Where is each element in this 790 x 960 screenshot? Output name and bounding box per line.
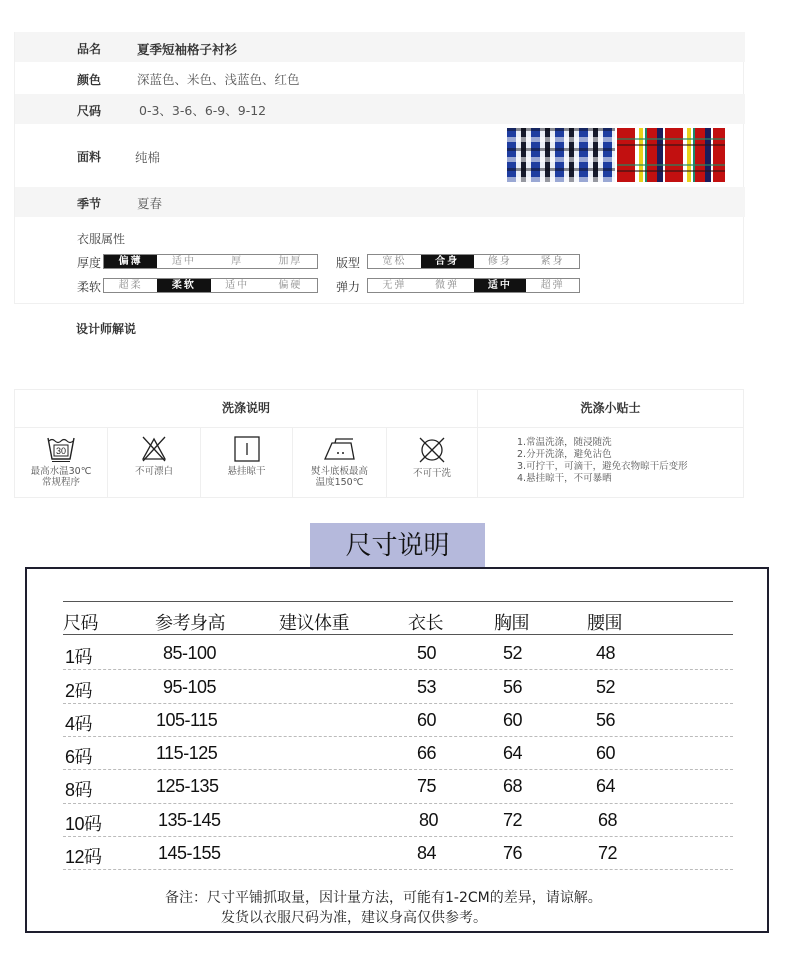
cell-length: 84 xyxy=(417,843,437,863)
elasticity-scale xyxy=(367,278,580,293)
cell-length: 66 xyxy=(417,743,437,763)
size-note-line2: 发货以衣服尺码为准，建议身高仅供参考。 xyxy=(221,910,487,926)
header-size: 尺码 xyxy=(63,613,98,633)
cell-size: 8码 xyxy=(65,780,93,800)
washing-instructions-panel xyxy=(14,389,744,498)
scale-option-selected: 偏薄 xyxy=(104,255,157,268)
cell-size: 10码 xyxy=(65,814,102,834)
fit-scale xyxy=(367,254,580,269)
cell-chest: 68 xyxy=(503,776,523,796)
cell-waist: 68 xyxy=(598,810,618,830)
designer-notes-title: 设计师解说 xyxy=(76,322,137,336)
wash-caption: 温度150℃ xyxy=(315,477,364,488)
attr-label: 颜色 xyxy=(77,73,102,87)
cell-waist: 48 xyxy=(596,643,616,663)
washing-title: 洗涤说明 xyxy=(15,390,477,428)
scale-option: 修身 xyxy=(487,256,512,267)
tip-item: 2.分开洗涤，避免沾色 xyxy=(517,449,612,460)
cell-height: 95-105 xyxy=(163,677,217,697)
cell-chest: 52 xyxy=(503,643,523,663)
fabric-swatch-image xyxy=(507,128,725,182)
red-plaid-swatch xyxy=(617,128,725,182)
scale-option: 宽松 xyxy=(382,256,407,267)
thickness-scale xyxy=(103,254,318,269)
cell-height: 105-115 xyxy=(156,710,218,730)
scale-option-selected: 柔软 xyxy=(157,279,210,292)
wash-caption: 最高水温30℃ xyxy=(30,466,92,477)
cell-size: 12码 xyxy=(65,847,102,867)
header-weight: 建议体重 xyxy=(279,613,349,633)
scale-option-selected: 合身 xyxy=(421,255,474,268)
cell-length: 53 xyxy=(417,677,437,697)
wash-caption: 常规程序 xyxy=(41,477,80,488)
attr-value: 深蓝色、米色、浅蓝色、红色 xyxy=(137,72,300,87)
blue-plaid-swatch xyxy=(507,128,615,182)
wash-item xyxy=(15,427,108,497)
cell-waist: 60 xyxy=(596,743,616,763)
no-dry-clean-icon xyxy=(417,435,447,465)
cell-chest: 72 xyxy=(503,810,523,830)
attr-row-size xyxy=(15,94,745,124)
iron-150-icon xyxy=(323,435,357,463)
attr-row-name xyxy=(15,32,745,62)
attr-value: 夏季短袖格子衬衫 xyxy=(137,42,238,57)
wash-item xyxy=(201,427,293,497)
header-waist: 腰围 xyxy=(587,613,622,633)
divider xyxy=(477,390,478,497)
attr-label: 季节 xyxy=(77,197,102,211)
row-divider xyxy=(63,703,733,704)
cell-height: 125-135 xyxy=(156,776,219,796)
cell-length: 75 xyxy=(417,776,437,796)
cell-length: 80 xyxy=(419,810,439,830)
cell-size: 1码 xyxy=(65,647,93,667)
wash-item xyxy=(293,427,387,497)
attr-row-color xyxy=(15,62,745,94)
scale-option: 适中 xyxy=(225,280,250,291)
table-top-rule xyxy=(63,601,733,602)
scale-option: 无弹 xyxy=(382,280,407,291)
attr-row-season xyxy=(15,187,745,217)
scale-option: 超柔 xyxy=(118,280,143,291)
washing-tips-title: 洗涤小贴士 xyxy=(478,390,743,428)
product-attributes-panel xyxy=(14,32,744,304)
wash-item xyxy=(108,427,201,497)
row-divider xyxy=(63,736,733,737)
cell-waist: 52 xyxy=(596,677,616,697)
clothing-attributes-title: 衣服属性 xyxy=(77,232,126,246)
size-note-line1: 备注：尺寸平铺抓取量，因计量方法，可能有1-2CM的差异，请谅解。 xyxy=(165,890,602,906)
attr-label: 尺码 xyxy=(77,104,102,118)
svg-text:30: 30 xyxy=(55,446,67,456)
wash-caption: 不可干洗 xyxy=(412,468,451,479)
scale-option: 加厚 xyxy=(278,256,303,267)
cell-waist: 64 xyxy=(596,776,616,796)
header-chest: 胸围 xyxy=(494,613,529,633)
attr-label: 品名 xyxy=(77,42,102,56)
cell-chest: 60 xyxy=(503,710,523,730)
cell-length: 50 xyxy=(417,643,437,663)
hang-dry-icon xyxy=(233,435,261,463)
scale-option: 紧身 xyxy=(540,256,565,267)
row-divider xyxy=(63,869,733,870)
scale-option: 超弹 xyxy=(540,280,565,291)
header-height: 参考身高 xyxy=(155,613,225,633)
tip-item: 3.可拧干，可滴干，避免衣物晾干后变形 xyxy=(517,461,688,472)
cell-size: 6码 xyxy=(65,747,93,767)
attr-value: 纯棉 xyxy=(135,150,161,165)
row-divider xyxy=(63,803,733,804)
cell-waist: 72 xyxy=(598,843,618,863)
wash-30-icon xyxy=(46,435,76,463)
cell-height: 115-125 xyxy=(156,743,218,763)
tip-item: 1.常温洗涤，随浸随洗 xyxy=(517,437,612,448)
cell-height: 145-155 xyxy=(158,843,221,863)
header-rule xyxy=(63,634,733,635)
cell-waist: 56 xyxy=(596,710,616,730)
row-divider xyxy=(63,669,733,670)
washing-tips-list xyxy=(517,437,688,485)
scale-option: 适中 xyxy=(171,256,196,267)
cell-chest: 76 xyxy=(503,843,523,863)
header-length: 衣长 xyxy=(408,613,443,633)
softness-scale xyxy=(103,278,318,293)
fit-label: 版型 xyxy=(336,256,361,270)
cell-chest: 64 xyxy=(503,743,523,763)
cell-height: 85-100 xyxy=(163,643,217,663)
tip-item: 4.悬挂晾干，不可暴晒 xyxy=(517,473,612,484)
scale-option-selected: 适中 xyxy=(474,279,527,292)
wash-caption: 熨斗底板最高 xyxy=(310,466,368,477)
softness-label: 柔软 xyxy=(77,280,102,294)
thickness-label: 厚度 xyxy=(77,256,102,270)
row-divider xyxy=(63,836,733,837)
cell-size: 2码 xyxy=(65,681,93,701)
attr-label: 面料 xyxy=(77,150,102,164)
size-chart-frame xyxy=(25,567,769,933)
no-bleach-icon xyxy=(140,435,168,463)
cell-length: 60 xyxy=(417,710,437,730)
scale-option: 微弹 xyxy=(435,280,460,291)
cell-chest: 56 xyxy=(503,677,523,697)
scale-option: 厚 xyxy=(231,256,244,267)
attr-value: 0-3、3-6、6-9、9-12 xyxy=(139,103,267,118)
cell-height: 135-145 xyxy=(158,810,221,830)
cell-size: 4码 xyxy=(65,714,93,734)
elasticity-label: 弹力 xyxy=(336,280,361,294)
wash-caption: 悬挂晾干 xyxy=(227,466,266,477)
row-divider xyxy=(63,769,733,770)
size-chart-title: 尺寸说明 xyxy=(310,523,485,567)
attr-value: 夏春 xyxy=(137,196,163,211)
wash-item xyxy=(387,427,477,497)
scale-option: 偏硬 xyxy=(278,280,303,291)
wash-caption: 不可漂白 xyxy=(134,466,173,477)
